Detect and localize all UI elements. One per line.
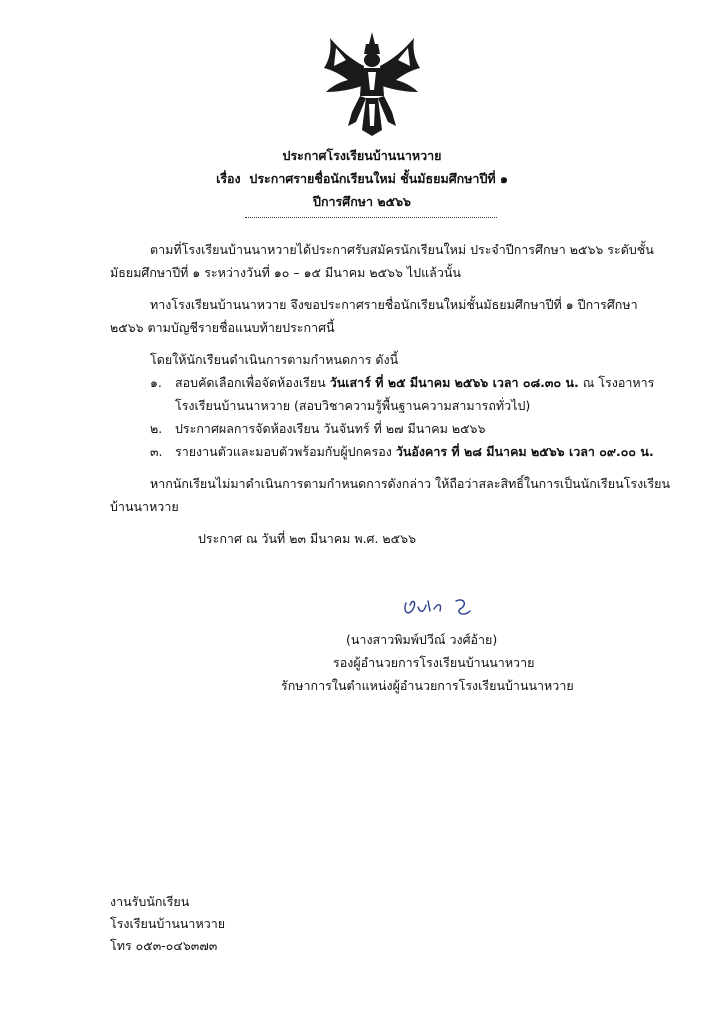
announcement-title: ประกาศโรงเรียนบ้านนาหวาย (282, 148, 442, 163)
dotted-divider (245, 217, 497, 218)
footer-telephone: โทร ๐๕๓-๐๔๖๓๗๓ (110, 938, 218, 953)
schedule-item-3-date: วันอังคาร ที่ ๒๘ มีนาคม ๒๕๖๖ เวลา ๐๙.๐๐ น. (395, 444, 654, 459)
paragraph-2-line-2: ๒๕๖๖ ตามบัญชีรายชื่อแนบท้ายประกาศนี้ (110, 320, 335, 335)
signer-position-2: รักษาการในตำแหน่งผู้อำนวยการโรงเรียนบ้านนาหวาย (281, 678, 574, 693)
academic-year: ปีการศึกษา ๒๕๖๖ (313, 194, 411, 209)
paragraph-4-line-2: บ้านนาหวาย (110, 499, 179, 514)
schedule-item-1-text: สอบคัดเลือกเพื่อจัดห้องเรียน (175, 375, 326, 390)
schedule-item-1-date: วันเสาร์ ที่ ๒๕ มีนาคม ๒๕๖๖ เวลา ๐๘.๓๐ น. (329, 375, 579, 390)
subject-label: เรื่อง (216, 171, 241, 186)
schedule-item-3 (175, 442, 654, 462)
schedule-item-1-location: ณ โรงอาหาร (582, 375, 655, 390)
subject-text: ประกาศรายชื่อนักเรียนใหม่ ชั้นมัธยมศึกษาปีที่ ๑ (249, 171, 508, 186)
schedule-item-2: ประกาศผลการจัดห้องเรียน วันจันทร์ ที่ ๒๗ มีนาคม ๒๕๖๖ (175, 421, 486, 436)
schedule-item-1-number: ๑. (150, 375, 162, 390)
schedule-item-3-number: ๓. (150, 444, 163, 459)
announcement-date: ประกาศ ณ วันที่ ๒๓ มีนาคม พ.ศ. ๒๕๖๖ (198, 531, 417, 546)
schedule-intro: โดยให้นักเรียนดำเนินการตามกำหนดการ ดังนี้ (150, 352, 399, 367)
schedule-item-1 (175, 373, 654, 393)
footer-department: งานรับนักเรียน (110, 894, 190, 909)
announcement-subject (0, 169, 724, 189)
schedule-item-1-line-2: โรงเรียนบ้านนาหวาย (สอบวิชาความรู้พื้นฐานความสามารถทั่วไป) (175, 398, 531, 413)
signer-name: (นางสาวพิมพ์ปวีณ์ วงศ์อ้าย) (346, 632, 498, 647)
signature (398, 593, 478, 623)
schedule-item-3-text: รายงานตัวและมอบตัวพร้อมกับผู้ปกครอง (175, 444, 392, 459)
paragraph-4-line-1: หากนักเรียนไม่มาดำเนินการตามกำหนดการดังกล่าว ให้ถือว่าสละสิทธิ์ในการเป็นนักเรียนโรงเรียน (150, 476, 671, 491)
footer-school: โรงเรียนบ้านนาหวาย (110, 916, 226, 931)
paragraph-1-line-2: มัธยมศึกษาปีที่ ๑ ระหว่างวันที่ ๑๐ – ๑๕ มีนาคม ๒๕๖๖ ไปแล้วนั้น (110, 265, 461, 280)
paragraph-1-line-1: ตามที่โรงเรียนบ้านนาหวายได้ประกาศรับสมัครนักเรียนใหม่ ประจำปีการศึกษา ๒๕๖๖ ระดับชั้น (150, 242, 654, 257)
schedule-item-2-number: ๒. (150, 421, 163, 436)
paragraph-2-line-1: ทางโรงเรียนบ้านนาหวาย จึงขอประกาศรายชื่อนักเรียนใหม่ชั้นมัธยมศึกษาปีที่ ๑ ปีการศึกษา (150, 297, 638, 312)
garuda-emblem (322, 30, 422, 138)
signer-position-1: รองผู้อำนวยการโรงเรียนบ้านนาหวาย (333, 655, 535, 670)
